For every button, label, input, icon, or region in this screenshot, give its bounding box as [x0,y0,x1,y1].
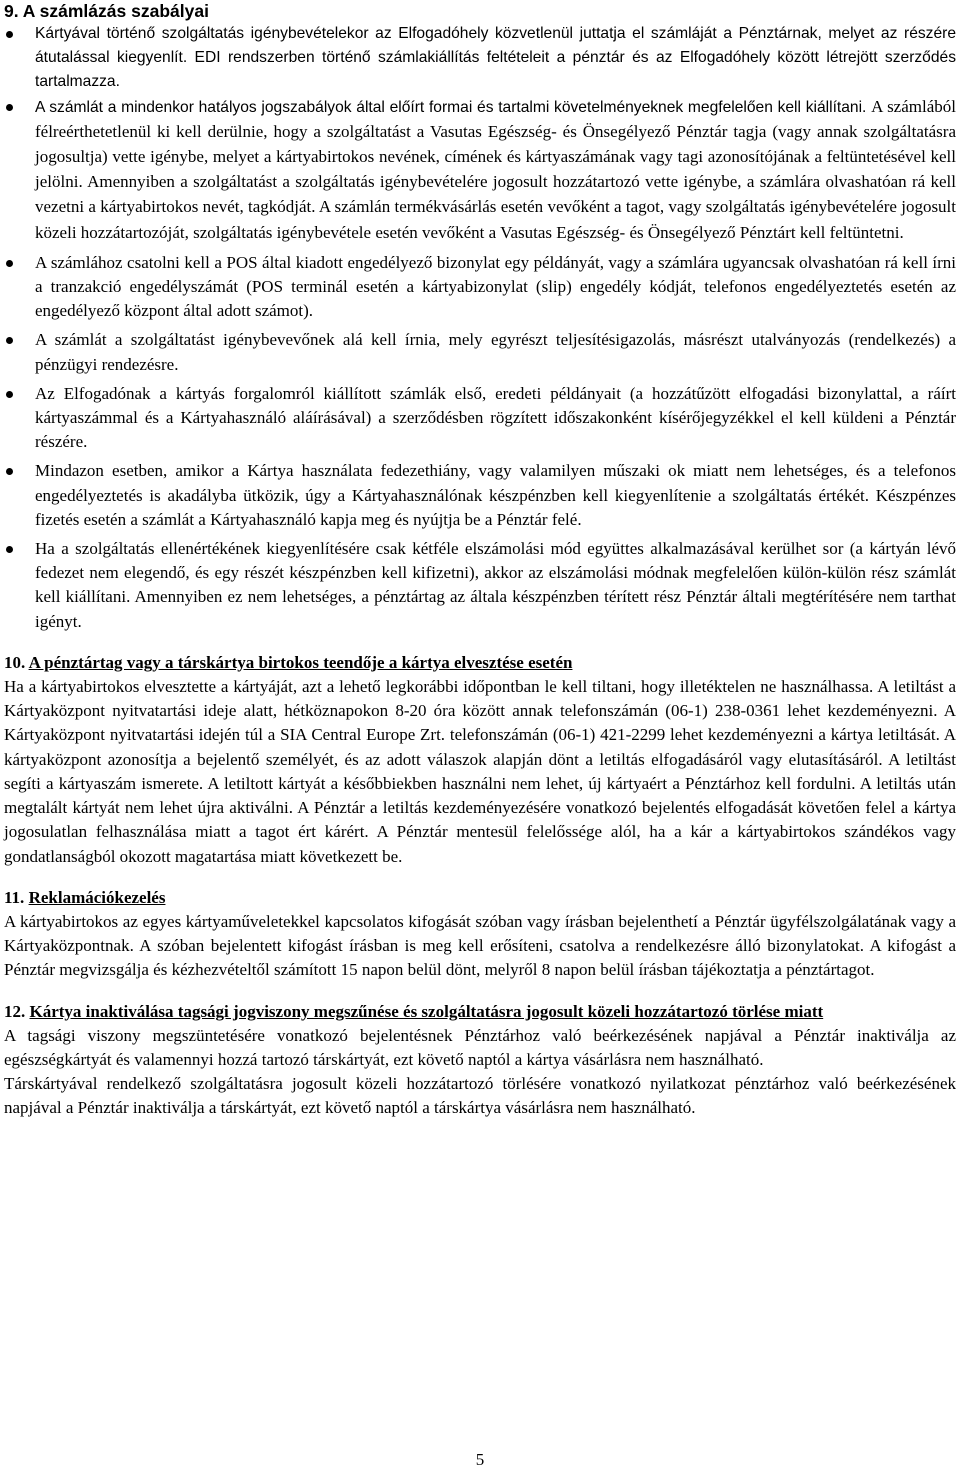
list-item-text: Az Elfogadónak a kártyás forgalomról kiállított számlák első, eredeti példányait (a hozzátűzött elfogadási bizonylattal, a ráírt kártyaszámmal és a Kártyahasználó aláírásával) a szerződésben rögzített időszakonként kísérőjegyzékkel el kell küldeni a Pénztár részére. [35,383,956,452]
bullet-icon [6,260,13,267]
spacer [4,983,956,1000]
bullet-icon [6,546,13,553]
bullet-icon [6,391,13,398]
section-9-bullet-list [4,22,956,634]
bullet-icon [6,31,13,38]
section-11-number: 11. [4,887,25,907]
list-item-text: A számlát a mindenkor hatályos jogszabályok által előírt formai és tartalmi követelményeknek megfelelően kell kiállítani. [35,98,867,116]
section-12-heading [4,1000,956,1024]
list-item-text: Kártyával történő szolgáltatás igénybevételekor az Elfogadóhely közvetlenül juttatja el számláját a Pénztárnak, melyet az részére átutalással kiegyenlít. EDI rendszerben történő számlakiállítás feltételeit a pénztár és az Elfogadóhely között létrejött szerződés tartalmazza. [35,25,956,91]
bullet-icon [6,104,13,111]
list-item-text: Ha a szolgáltatás ellenértékének kiegyenlítésére csak kétféle elszámolási mód együttes alkalmazásával kerülhet sor (a kártyán lévő fedezet nem elegendő, és egy részét készpénzben kell kifizetni), akkor az elszámolási módnak megfelelően külön-külön rész számlát kell kiállítani. Amennyiben ez nem lehetséges, a pénztártag az általa készpénzben térített rész Pénztár általi megtérítésére nem tarthat igényt. [35,539,956,631]
spacer [4,634,956,651]
list-item [4,537,956,634]
list-item-text: A számlát a szolgáltatást igénybevevőnek alá kell írnia, mely egyrészt teljesítésigazolás, másrészt utalványozás (rendelkezés) a pénzügyi rendezésre. [35,330,956,374]
list-item [4,251,956,324]
section-10-number: 10. [4,652,26,672]
bullet-icon [6,468,13,475]
list-item-text: Mindazon esetben, amikor a Kártya használata fedezethiány, vagy valamilyen műszaki ok miatt nem lehetséges, és a telefonos engedélyeztetés is akadályba ütközik, úgy a Kártyahasználónak készpénzben kell kiegyenlítenie a szolgáltatás értékét. Készpénzes fizetés esetén a számlát a Kártyahasználó kapja meg és nyújtja be a Pénztár felé. [35,461,956,529]
section-11-title: Reklamációkezelés [28,887,166,907]
page-number: 5 [475,1450,485,1469]
section-12-paragraph: A tagsági viszony megszüntetésére vonatkozó bejelentésnek Pénztárhoz való beérkezésének napjával a Pénztár inaktiválja az egészségkártyát és valamennyi hozzá tartozó társkártyát, ezt követő naptól a kártya vásárlásra nem használható. [4,1025,956,1069]
list-item [4,459,956,532]
section-11-heading [4,886,956,910]
list-item [4,382,956,455]
section-10-body: Ha a kártyabirtokos elvesztette a kártyáját, azt a lehető legkorábbi időpontban le kell tiltani, hogy illetéktelen ne használhassa. A letiltást a Kártyaközpont nyitvatartási ideje alatt, hétköznapokon 8-20 óra között annak telefonszámán (06-1) 238-0361 lehet kezdeményezni. A Kártyaközpont nyitvatartási idején túl a SIA Central Europe Zrt. telefonszámán (06-1) 421-2299 lehet kezdeményezni a kártya letiltását. A kártyaközpont azonosítja a bejelentő személyét, és az adott válaszok alapján dönt a letiltás elfogadásáról vagy elutasításáról. A letiltást segíti a kártyaszám ismerete. A letiltott kártyát a későbbiekben használni nem lehet, új kártyaért a Pénztárhoz kell fordulni. A letiltás után megtalált kártyát nem lehet újra aktiválni. A Pénztár a letiltás kezdeményezésére vonatkozó bejelentés elfogadását követően felel a kártya jogosulatlan felhasználása miatt a tagot ért kárért. A Pénztár mentesül felelőssége alól, ha a kár a kártyabirtokos szándékos vagy gondatlanságból okozott magatartása miatt következett be. [4,677,956,866]
bullet-icon [6,337,13,344]
section-12-title: Kártya inaktiválása tagsági jogviszony megszűnése és szolgáltatásra jogosult közeli hozzátartozó törlése miatt [29,1001,824,1021]
spacer [4,869,956,886]
list-item-text: A számlához csatolni kell a POS által kiadott engedélyező bizonylat egy példányát, vagy a számlára ugyancsak olvashatóan rá kell írni a tranzakció engedélyszámát (POS terminál esetén a kártyabizonylat (slip) engedély kódját, telefonos engedélyeztetés esetén az engedélyező központ által adott számot). [35,252,956,321]
section-12-number: 12. [4,1001,26,1021]
list-item [4,22,956,95]
section-9-title: 9. A számlázás szabályai [4,1,209,21]
list-item-text: A számlából félreérthetetlenül ki kell derülnie, hogy a szolgáltatást a Vasutas Egészség- és Önsegélyező Pénztár tagja (vagy annak szolgáltatásra jogosultja) vette igénybe, melyet a kártyabirtokos nevének, címének és kártyaszámának vagy tagi azonosítójának a feltüntetésével kell jelölni. Amennyiben a szolgáltatást a szolgáltatás igénybevételére jogosult hozzátartozó vette igénybe, a számlára olvashatóan rá kell vezetni a kártyabirtokos nevét, tagkódját. A számlán termékvásárlás esetén vevőként a tagot, vagy szolgáltatás igénybevételére jogosult közeli hozzátartozóját, szolgáltatás igénybevétele esetén vevőként a Vasutas Egészség- és Önsegélyező Pénztárt kell feltüntetni. [35,96,956,242]
section-10-title: A pénztártag vagy a társkártya birtokos teendője a kártya elvesztése esetén [28,652,573,672]
section-11-body: A kártyabirtokos az egyes kártyaműveletekkel kapcsolatos kifogását szóban vagy írásban bejelenthetí a Pénztár ügyfélszolgálatának vagy a Kártyaközpontnak. A szóban bejelentett kifogást írásban is meg kell erősíteni, csatolva a rendelkezésre álló bizonylatokat. A kifogást a Pénztár megvizsgálja és kézhezvételtől számított 15 napon belül dönt, melyről 8 napon belül írásban tájékoztatja a pénztártagot. [4,911,956,980]
list-item [4,95,956,246]
list-item [4,328,956,376]
section-12-paragraph: Társkártyával rendelkező szolgáltatásra jogosult közeli hozzátartozó törlésére vonatkozó nyilatkozat pénztárhoz való beérkezésének napjával a Pénztár inaktiválja a társkártyát, ezt követő naptól a társkártya vásárlásra nem használható. [4,1074,956,1118]
section-10-heading [4,651,956,675]
